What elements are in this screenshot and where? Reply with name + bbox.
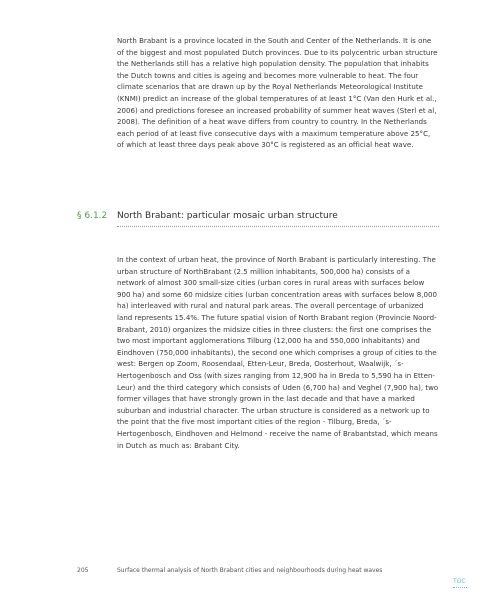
running-title: Surface thermal analysis of North Brabant cities and neighbourhoods during heat waves <box>117 567 383 574</box>
section-divider <box>117 226 439 227</box>
page-number: 205 <box>77 567 89 574</box>
section-title: North Brabant: particular mosaic urban structure <box>117 211 338 221</box>
section-number: § 6.1.2 <box>77 211 108 221</box>
toc-link-underline <box>453 587 467 588</box>
page-footer <box>0 567 486 577</box>
body-paragraph-urban-structure: In the context of urban heat, the province of North Brabant is particularly interesting. The urban structure of NorthBrabant (2.5 million inhabitants, 500,000 ha) consists of a network of almost 300 small-size cities (urban cores in rural areas with surfaces below 900 ha) and some 60 midsize cities (urban concentration areas with surfaces below 8,000 ha) interleaved with rural and natural park areas. The overall percentage of urbanized land represents 15.4%. The future spatial vision of North Brabant region (Provincie Noord-Brabant, 2010) organizes the midsize cities in three clusters: the first one comprises the two most important agglomerations Tilburg (12,000 ha and 550,000 inhabitants) and Eindhoven (750,000 inhabitants), the second one which comprises a group of cities to the west: Bergen op Zoom, Roosendaal, Etten-Leur, Breda, Oosterhout, Waalwijk, ´s-Hertogenbosch and Oss (with sizes ranging from 12,900 ha in Breda to 5,590 ha in Etten-Leur) and the third category which consists of Uden (6,700 ha) and Veghel (7,900 ha), two former villages that have strongly grown in the last decade and that have a marked suburban and industrial character. The urban structure is considered as a network up to the point that the five most important cities of the region - Tilburg, Breda, ´s-Hertogenbosch, Eindhoven and Helmond - receive the name of Brabantstad, which means in Dutch as much as: Brabant City. <box>117 255 439 450</box>
toc-link[interactable]: TOC <box>453 578 466 585</box>
section-heading <box>0 210 486 230</box>
body-paragraph-intro: North Brabant is a province located in the South and Center of the Netherlands. It is one of the biggest and most populated Dutch provinces. Due to its polycentric urban structure the Netherlands still has a relative high population density. The population that inhabits the Dutch towns and cities is ageing and becomes more vulnerable to heat. The four climate scenarios that are drawn up by the Royal Netherlands Meteorological Institute (KNMI) predict an increase of the global temperatures of at least 1°C (Van den Hurk et al., 2006) and predictions foresee an increased probability of summer heat waves (Sterl et al, 2008). The definition of a heat wave differs from country to country. In the Netherlands each period of at least five consecutive days with a maximum temperature above 25°C, of which at least three days peak above 30°C is registered as an official heat wave. <box>117 36 438 150</box>
